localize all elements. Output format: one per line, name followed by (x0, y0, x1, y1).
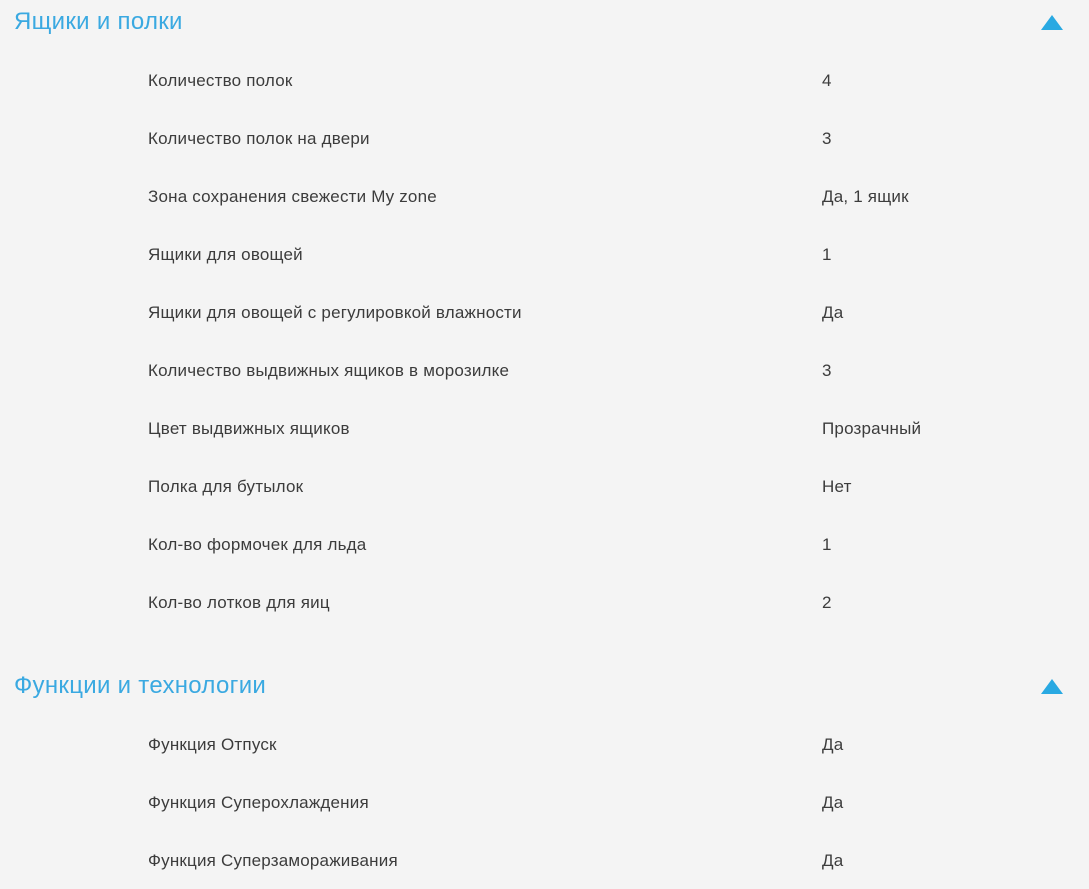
section-title: Функции и технологии (14, 672, 267, 699)
spec-row (0, 716, 1089, 774)
spec-row (0, 400, 1089, 458)
spec-value: Да (822, 793, 844, 812)
spec-label: Цвет выдвижных ящиков (148, 419, 350, 438)
collapse-arrow-icon[interactable] (1041, 679, 1063, 694)
spec-row (0, 516, 1089, 574)
spec-row (0, 168, 1089, 226)
spec-row (0, 832, 1089, 889)
spec-label: Полка для бутылок (148, 477, 304, 496)
spec-value: 1 (822, 535, 832, 554)
spec-label: Функция Суперзамораживания (148, 851, 398, 870)
spec-label: Ящики для овощей (148, 245, 303, 264)
spec-value: Да (822, 735, 844, 754)
spec-value: Да, 1 ящик (822, 187, 909, 206)
spec-label: Кол-во формочек для льда (148, 535, 367, 554)
spec-label: Количество выдвижных ящиков в морозилке (148, 361, 510, 380)
spec-row (0, 226, 1089, 284)
spec-label: Количество полок на двери (148, 129, 370, 148)
spec-label: Функция Отпуск (148, 735, 277, 754)
spec-row (0, 574, 1089, 632)
spec-section (0, 632, 1089, 889)
spec-value: 2 (822, 593, 832, 612)
spec-row (0, 52, 1089, 110)
spec-value: Прозрачный (822, 419, 922, 438)
spec-label: Функция Суперохлаждения (148, 793, 369, 812)
spec-value: 1 (822, 245, 832, 264)
collapse-arrow-icon[interactable] (1041, 15, 1063, 30)
spec-row (0, 284, 1089, 342)
spec-row (0, 774, 1089, 832)
spec-label: Кол-во лотков для яиц (148, 593, 330, 612)
section-header[interactable] (0, 632, 1089, 716)
section-rows (0, 716, 1089, 889)
spec-value: 3 (822, 361, 832, 380)
spec-row (0, 342, 1089, 400)
spec-label: Зона сохранения свежести My zone (148, 187, 437, 206)
spec-label: Ящики для овощей с регулировкой влажности (148, 303, 522, 322)
section-title: Ящики и полки (14, 8, 183, 35)
spec-value: Да (822, 303, 844, 322)
section-header[interactable] (0, 0, 1089, 52)
spec-row (0, 110, 1089, 168)
section-rows (0, 52, 1089, 632)
spec-label: Количество полок (148, 71, 293, 90)
spec-value: Да (822, 851, 844, 870)
spec-row (0, 458, 1089, 516)
spec-value: Нет (822, 477, 852, 496)
spec-value: 4 (822, 71, 832, 90)
spec-value: 3 (822, 129, 832, 148)
